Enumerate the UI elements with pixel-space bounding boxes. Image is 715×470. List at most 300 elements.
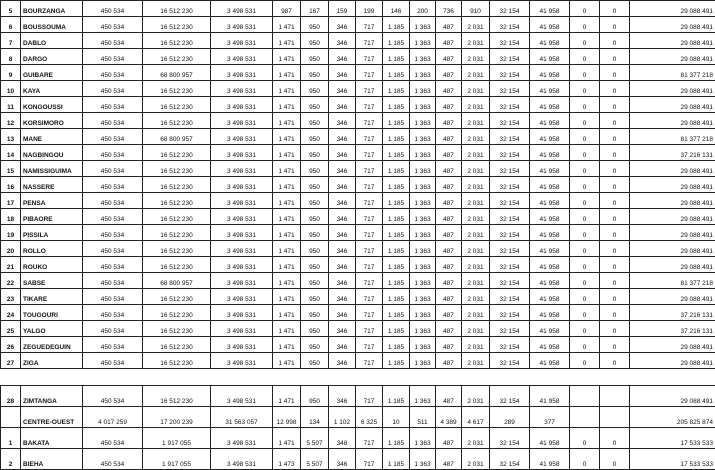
amount-col-2: 16 512 230 (143, 97, 211, 113)
amount-col-3: 3 498 531 (211, 33, 273, 49)
amount-col-1: 450 534 (83, 241, 143, 257)
pupil-count-cell: 1 363 (410, 273, 436, 289)
pupil-count-cell: 346 (329, 113, 356, 129)
pupil-count-cell: 2 031 (462, 273, 490, 289)
pupil-count-cell: 1 363 (410, 33, 436, 49)
amount-col-2: 16 512 230 (143, 289, 211, 305)
amount-col-2: 16 512 230 (143, 257, 211, 273)
pupil-count-cell: 346 (329, 225, 356, 241)
table-row (1, 209, 715, 225)
row-total: 205 825 874 (630, 407, 715, 428)
amount-col-4: 32 154 (490, 17, 530, 33)
pupil-count-cell: 2 031 (462, 428, 490, 449)
pupil-count-cell: 346 (329, 449, 356, 470)
amount-col-5: 41 958 (530, 321, 570, 337)
pupil-count-cell: 346 (329, 305, 356, 321)
amount-col-1: 450 534 (83, 17, 143, 33)
pupil-count-cell: 950 (301, 257, 329, 273)
pupil-count-cell: 1 363 (410, 113, 436, 129)
pupil-count-cell: 1 363 (410, 449, 436, 470)
pupil-count-cell: 717 (356, 241, 383, 257)
pupil-count-cell: 346 (329, 33, 356, 49)
row-number: 5 (1, 1, 21, 17)
amount-col-3: 3 498 531 (211, 225, 273, 241)
pupil-count-cell: 1 471 (273, 225, 301, 241)
amount-col-5: 41 958 (530, 65, 570, 81)
pupil-count-cell: 487 (436, 49, 462, 65)
pupil-count-cell: 1 473 (273, 449, 301, 470)
amount-col-2: 16 512 230 (143, 17, 211, 33)
pupil-count-cell: 950 (301, 97, 329, 113)
zero-col-2: 0 (600, 337, 630, 353)
amount-col-2: 16 512 230 (143, 1, 211, 17)
pupil-count-cell: 950 (301, 145, 329, 161)
table-row (1, 386, 715, 407)
amount-col-1: 450 534 (83, 193, 143, 209)
row-total: 29 088 491 (630, 386, 715, 407)
pupil-count-cell: 950 (301, 337, 329, 353)
row-number: 23 (1, 289, 21, 305)
pupil-count-cell: 346 (329, 289, 356, 305)
amount-col-1: 450 534 (83, 337, 143, 353)
amount-col-2: 17 200 239 (143, 407, 211, 428)
pupil-count-cell: 346 (329, 241, 356, 257)
pupil-count-cell: 717 (356, 386, 383, 407)
pupil-count-cell: 717 (356, 161, 383, 177)
pupil-count-cell: 1 363 (410, 241, 436, 257)
amount-col-3: 3 498 531 (211, 113, 273, 129)
amount-col-1: 450 534 (83, 225, 143, 241)
amount-col-4: 32 154 (490, 145, 530, 161)
pupil-count-cell: 487 (436, 273, 462, 289)
pupil-count-cell: 146 (383, 1, 410, 17)
pupil-count-cell: 1 185 (383, 97, 410, 113)
pupil-count-cell: 2 031 (462, 145, 490, 161)
zero-col-1 (570, 386, 600, 407)
zero-col-1: 0 (570, 241, 600, 257)
pupil-count-cell: 1 471 (273, 353, 301, 369)
commune-name: ROLLO (21, 241, 83, 257)
amount-col-4: 32 154 (490, 225, 530, 241)
amount-col-2: 16 512 230 (143, 209, 211, 225)
amount-col-3: 3 498 531 (211, 257, 273, 273)
row-number: 9 (1, 65, 21, 81)
pupil-count-cell: 717 (356, 337, 383, 353)
pupil-count-cell: 346 (329, 161, 356, 177)
amount-col-1: 450 534 (83, 65, 143, 81)
pupil-count-cell: 200 (410, 1, 436, 17)
pupil-count-cell: 1 185 (383, 428, 410, 449)
pupil-count-cell: 487 (436, 81, 462, 97)
zero-col-1: 0 (570, 81, 600, 97)
amount-col-2: 16 512 230 (143, 241, 211, 257)
pupil-count-cell: 12 998 (273, 407, 301, 428)
row-number: 17 (1, 193, 21, 209)
pupil-count-cell: 2 031 (462, 225, 490, 241)
commune-name: PIBAORE (21, 209, 83, 225)
amount-col-3: 3 498 531 (211, 145, 273, 161)
amount-col-4: 32 154 (490, 97, 530, 113)
pupil-count-cell: 1 185 (383, 193, 410, 209)
amount-col-1: 450 534 (83, 97, 143, 113)
row-total: 29 088 491 (630, 17, 715, 33)
zero-col-2: 0 (600, 289, 630, 305)
pupil-count-cell: 1 471 (273, 65, 301, 81)
amount-col-1: 450 534 (83, 209, 143, 225)
zero-col-1: 0 (570, 97, 600, 113)
table-row (1, 193, 715, 209)
pupil-count-cell: 1 363 (410, 337, 436, 353)
pupil-count-cell: 346 (329, 65, 356, 81)
pupil-count-cell: 1 185 (383, 241, 410, 257)
table-row (1, 17, 715, 33)
pupil-count-cell: 1 363 (410, 225, 436, 241)
zero-col-1: 0 (570, 177, 600, 193)
zero-col-2: 0 (600, 17, 630, 33)
zero-col-2: 0 (600, 305, 630, 321)
pupil-count-cell: 2 031 (462, 321, 490, 337)
pupil-count-cell: 950 (301, 353, 329, 369)
zero-col-1: 0 (570, 65, 600, 81)
amount-col-3: 3 498 531 (211, 81, 273, 97)
amount-col-3: 3 498 531 (211, 97, 273, 113)
row-number: 7 (1, 33, 21, 49)
amount-col-4: 32 154 (490, 321, 530, 337)
amount-col-1: 450 534 (83, 449, 143, 470)
pupil-count-cell: 1 471 (273, 257, 301, 273)
zero-col-2: 0 (600, 177, 630, 193)
pupil-count-cell: 134 (301, 407, 329, 428)
pupil-count-cell: 1 363 (410, 305, 436, 321)
pupil-count-cell: 717 (356, 289, 383, 305)
amount-col-2: 1 917 055 (143, 449, 211, 470)
pupil-count-cell: 950 (301, 49, 329, 65)
amount-col-1: 450 534 (83, 257, 143, 273)
pupil-count-cell: 2 031 (462, 209, 490, 225)
pupil-count-cell: 717 (356, 193, 383, 209)
amount-col-5: 41 958 (530, 145, 570, 161)
amount-col-1: 450 534 (83, 289, 143, 305)
commune-name: KORSIMORO (21, 113, 83, 129)
pupil-count-cell: 346 (329, 337, 356, 353)
pupil-count-cell: 2 031 (462, 386, 490, 407)
pupil-count-cell: 717 (356, 305, 383, 321)
zero-col-2: 0 (600, 1, 630, 17)
commune-name: YALGO (21, 321, 83, 337)
row-number: 6 (1, 17, 21, 33)
pupil-count-cell: 1 471 (273, 17, 301, 33)
amount-col-3: 3 498 531 (211, 209, 273, 225)
pupil-count-cell: 511 (410, 407, 436, 428)
pupil-count-cell: 2 031 (462, 337, 490, 353)
amount-col-3: 3 498 531 (211, 1, 273, 17)
amount-col-5: 41 958 (530, 225, 570, 241)
pupil-count-cell: 1 185 (383, 65, 410, 81)
amount-col-2: 16 512 230 (143, 386, 211, 407)
amount-col-5: 41 958 (530, 97, 570, 113)
amount-col-5: 41 958 (530, 386, 570, 407)
pupil-count-cell: 346 (329, 273, 356, 289)
amount-col-4: 32 154 (490, 33, 530, 49)
pupil-count-cell: 487 (436, 145, 462, 161)
pupil-count-cell: 1 185 (383, 289, 410, 305)
zero-col-2: 0 (600, 428, 630, 449)
pupil-count-cell: 910 (462, 1, 490, 17)
amount-col-5: 41 958 (530, 113, 570, 129)
amount-col-1: 450 534 (83, 49, 143, 65)
amount-col-4: 289 (490, 407, 530, 428)
amount-col-3: 3 498 531 (211, 129, 273, 145)
table-row (1, 321, 715, 337)
zero-col-2: 0 (600, 97, 630, 113)
pupil-count-cell: 1 185 (383, 225, 410, 241)
amount-col-4: 32 154 (490, 65, 530, 81)
pupil-count-cell: 346 (329, 17, 356, 33)
pupil-count-cell: 1 471 (273, 386, 301, 407)
amount-col-3: 3 498 531 (211, 353, 273, 369)
commune-name: ZIGA (21, 353, 83, 369)
amount-col-2: 68 800 957 (143, 65, 211, 81)
zero-col-2: 0 (600, 161, 630, 177)
pupil-count-cell: 717 (356, 428, 383, 449)
pupil-count-cell: 1 185 (383, 161, 410, 177)
pupil-count-cell: 717 (356, 273, 383, 289)
pupil-count-cell: 1 471 (273, 113, 301, 129)
row-total: 29 088 491 (630, 209, 715, 225)
pupil-count-cell: 2 031 (462, 449, 490, 470)
zero-col-1: 0 (570, 33, 600, 49)
pupil-count-cell: 950 (301, 305, 329, 321)
amount-col-2: 16 512 230 (143, 177, 211, 193)
amount-col-1: 450 534 (83, 81, 143, 97)
amount-col-5: 377 (530, 407, 570, 428)
amount-col-2: 68 800 957 (143, 273, 211, 289)
pupil-count-cell: 1 471 (273, 193, 301, 209)
zero-col-2: 0 (600, 353, 630, 369)
commune-name: KAYA (21, 81, 83, 97)
pupil-count-cell: 346 (329, 209, 356, 225)
pupil-count-cell: 5 507 (301, 428, 329, 449)
amount-col-5: 41 958 (530, 81, 570, 97)
pupil-count-cell: 487 (436, 193, 462, 209)
amount-col-3: 31 563 057 (211, 407, 273, 428)
table-row (1, 305, 715, 321)
pupil-count-cell: 1 471 (273, 273, 301, 289)
commune-name: ZIMTANGA (21, 386, 83, 407)
row-number: 13 (1, 129, 21, 145)
row-total: 37 216 131 (630, 145, 715, 161)
amount-col-4: 32 154 (490, 386, 530, 407)
row-total: 29 088 491 (630, 33, 715, 49)
pupil-count-cell: 4 617 (462, 407, 490, 428)
pupil-count-cell: 2 031 (462, 161, 490, 177)
pupil-count-cell: 1 363 (410, 386, 436, 407)
amount-col-3: 3 498 531 (211, 193, 273, 209)
commune-name: KONGOUSSI (21, 97, 83, 113)
pupil-count-cell: 2 031 (462, 49, 490, 65)
zero-col-2: 0 (600, 129, 630, 145)
row-total: 29 088 491 (630, 113, 715, 129)
pupil-count-cell: 1 185 (383, 353, 410, 369)
pupil-count-cell: 2 031 (462, 65, 490, 81)
amount-col-5: 41 958 (530, 289, 570, 305)
pupil-count-cell: 159 (329, 1, 356, 17)
table-row (1, 257, 715, 273)
pupil-count-cell: 717 (356, 177, 383, 193)
pupil-count-cell: 717 (356, 353, 383, 369)
amount-col-3: 3 498 531 (211, 49, 273, 65)
amount-col-5: 41 958 (530, 17, 570, 33)
pupil-count-cell: 717 (356, 33, 383, 49)
pupil-count-cell: 950 (301, 81, 329, 97)
row-number: 28 (1, 386, 21, 407)
pupil-count-cell: 717 (356, 129, 383, 145)
zero-col-2: 0 (600, 273, 630, 289)
commune-name: MANE (21, 129, 83, 145)
pupil-count-cell: 487 (436, 305, 462, 321)
pupil-count-cell: 1 185 (383, 209, 410, 225)
pupil-count-cell: 717 (356, 257, 383, 273)
amount-col-5: 41 958 (530, 209, 570, 225)
amount-col-1: 450 534 (83, 428, 143, 449)
pupil-count-cell: 987 (273, 1, 301, 17)
amount-col-1: 450 534 (83, 305, 143, 321)
commune-name: DABLO (21, 33, 83, 49)
zero-col-2: 0 (600, 449, 630, 470)
pupil-count-cell: 487 (436, 65, 462, 81)
amount-col-4: 32 154 (490, 209, 530, 225)
amount-col-4: 32 154 (490, 353, 530, 369)
pupil-count-cell: 487 (436, 428, 462, 449)
row-total: 17 533 533 (630, 449, 715, 470)
amount-col-4: 32 154 (490, 428, 530, 449)
amount-col-1: 450 534 (83, 129, 143, 145)
pupil-count-cell: 487 (436, 449, 462, 470)
commune-name: BOURZANGA (21, 1, 83, 17)
zero-col-1 (570, 407, 600, 428)
amount-col-2: 16 512 230 (143, 81, 211, 97)
table-row (1, 129, 715, 145)
amount-col-2: 16 512 230 (143, 113, 211, 129)
zero-col-1: 0 (570, 1, 600, 17)
amount-col-2: 16 512 230 (143, 305, 211, 321)
amount-col-3: 3 498 531 (211, 177, 273, 193)
pupil-count-cell: 167 (301, 1, 329, 17)
pupil-count-cell: 2 031 (462, 129, 490, 145)
pupil-count-cell: 717 (356, 65, 383, 81)
pupil-count-cell: 2 031 (462, 289, 490, 305)
row-total: 81 377 218 (630, 129, 715, 145)
zero-col-1: 0 (570, 49, 600, 65)
pupil-count-cell: 1 363 (410, 257, 436, 273)
pupil-count-cell: 1 185 (383, 113, 410, 129)
row-total: 29 088 491 (630, 97, 715, 113)
zero-col-2: 0 (600, 81, 630, 97)
pupil-count-cell: 4 389 (436, 407, 462, 428)
pupil-count-cell: 346 (329, 193, 356, 209)
pupil-count-cell: 950 (301, 65, 329, 81)
amount-col-1: 450 534 (83, 161, 143, 177)
pupil-count-cell: 1 363 (410, 177, 436, 193)
pupil-count-cell: 1 185 (383, 177, 410, 193)
pupil-count-cell: 1 185 (383, 81, 410, 97)
zero-col-2: 0 (600, 225, 630, 241)
amount-col-1: 450 534 (83, 33, 143, 49)
pupil-count-cell: 950 (301, 193, 329, 209)
amount-col-2: 16 512 230 (143, 145, 211, 161)
amount-col-2: 16 512 230 (143, 49, 211, 65)
commune-name: NAGBINGOU (21, 145, 83, 161)
pupil-count-cell: 2 031 (462, 113, 490, 129)
amount-col-3: 3 498 531 (211, 289, 273, 305)
zero-col-1: 0 (570, 305, 600, 321)
pupil-count-cell: 1 363 (410, 49, 436, 65)
row-number: 12 (1, 113, 21, 129)
amount-col-1: 450 534 (83, 321, 143, 337)
amount-col-2: 16 512 230 (143, 353, 211, 369)
commune-name: ROUKO (21, 257, 83, 273)
row-number: 11 (1, 97, 21, 113)
amount-col-2: 1 917 055 (143, 428, 211, 449)
zero-col-1: 0 (570, 289, 600, 305)
pupil-count-cell: 717 (356, 113, 383, 129)
pupil-count-cell: 1 363 (410, 145, 436, 161)
pupil-count-cell: 487 (436, 225, 462, 241)
pupil-count-cell: 346 (329, 321, 356, 337)
pupil-count-cell: 1 471 (273, 321, 301, 337)
zero-col-2 (600, 407, 630, 428)
commune-name: SABSE (21, 273, 83, 289)
amount-col-1: 4 017 259 (83, 407, 143, 428)
amount-col-4: 32 154 (490, 289, 530, 305)
pupil-count-cell: 717 (356, 145, 383, 161)
zero-col-2: 0 (600, 33, 630, 49)
pupil-count-cell: 346 (329, 97, 356, 113)
pupil-count-cell: 950 (301, 129, 329, 145)
row-total: 29 088 491 (630, 1, 715, 17)
commune-name: TIKARE (21, 289, 83, 305)
pupil-count-cell: 717 (356, 225, 383, 241)
pupil-count-cell: 950 (301, 289, 329, 305)
row-number: 8 (1, 49, 21, 65)
pupil-count-cell: 950 (301, 161, 329, 177)
pupil-count-cell: 487 (436, 321, 462, 337)
amount-col-1: 450 534 (83, 386, 143, 407)
pupil-count-cell: 1 471 (273, 289, 301, 305)
amount-col-2: 16 512 230 (143, 225, 211, 241)
row-number: 25 (1, 321, 21, 337)
zero-col-1: 0 (570, 225, 600, 241)
pupil-count-cell: 2 031 (462, 17, 490, 33)
amount-col-2: 16 512 230 (143, 33, 211, 49)
amount-col-3: 3 498 531 (211, 65, 273, 81)
zero-col-1: 0 (570, 353, 600, 369)
amount-col-4: 32 154 (490, 337, 530, 353)
pupil-count-cell: 1 185 (383, 386, 410, 407)
amount-col-2: 16 512 230 (143, 321, 211, 337)
pupil-count-cell: 2 031 (462, 33, 490, 49)
row-number: 15 (1, 161, 21, 177)
amount-col-5: 41 958 (530, 193, 570, 209)
row-total: 29 088 491 (630, 81, 715, 97)
pupil-count-cell: 2 031 (462, 353, 490, 369)
commune-name: TOUGOURI (21, 305, 83, 321)
pupil-count-cell: 950 (301, 177, 329, 193)
zero-col-2: 0 (600, 257, 630, 273)
amount-col-1: 450 534 (83, 1, 143, 17)
pupil-count-cell: 346 (329, 81, 356, 97)
amount-col-1: 450 534 (83, 145, 143, 161)
